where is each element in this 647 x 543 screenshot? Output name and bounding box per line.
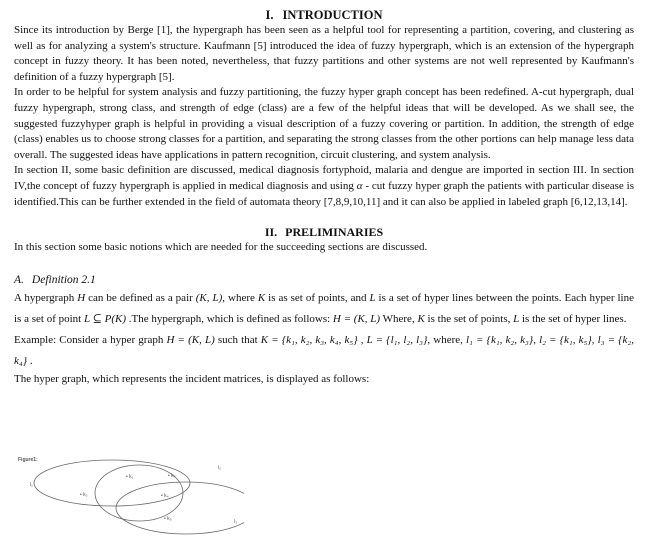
hyperline-label-l1: l₁ (30, 482, 33, 488)
definition-paragraph: A hypergraph H can be defined as a pair (K, L), where K is as set of points, and L is a set of hyper lines between the points. Each hyper line is a set of point L ⊆ P(K) .The hypergraph, which is defined as follows: H = (K, L) Where, K is the set of points, L is the set of hyper lines. (14, 291, 634, 325)
section-title: INTRODUCTION (282, 8, 383, 22)
hyperedge-ellipse-3 (116, 482, 244, 534)
section-number: I. (265, 8, 274, 22)
preliminaries-intro: In this section some basic notions which are needed for the succeeding sections are discussed. (14, 241, 428, 254)
point-k2: • k₂ (80, 492, 88, 498)
subsection-heading-definition (14, 272, 634, 288)
point-k4: • k₄ (161, 493, 169, 499)
paper-page (14, 0, 634, 387)
section-number: II. (264, 225, 278, 240)
section-title: PRELIMINARIES (285, 225, 384, 240)
section-heading-preliminaries (14, 224, 634, 240)
intro-paragraph-3: In section II, some basic definition are discussed, medical diagnosis fortyphoid, malaria and dengue are imported in section III. In section IV,the concept of fuzzy hypergraph is applied in medical diagnosis and using α - cut fuzzy hyper graph the patients with particular disease is identified.This can be further extended in the field of automata theory [7,8,9,10,11] and it can also be applied in labeled graph [6,12,13,14]. (14, 164, 634, 208)
point-k5: • k₅ (164, 516, 172, 522)
hyperline-label-l3: l₃ (234, 519, 238, 525)
point-k1: • k₁ (126, 474, 134, 480)
intro-paragraph-2: In order to be helpful for system analysis and fuzzy partitioning, the fuzzy hyper graph concept has been redefined. A-cut hypergraph, dual fuzzy hypergraph, strong class, and strength of edge (class) are a few of the helpful ideas that will be developed. As we shall see, the suggested fuzzyhyper graph is helpful in providing a visual description of a fuzzy covering or partition. In addition, the strength of edge (class) enables us to choose strong classes for a partition, and separating the strong classes from the other portions can help manage less data overall. The suggested ideas have applications in pattern recognition, circuit clustering, and system analysis. (14, 86, 634, 161)
intro-paragraph-1: Since its introduction by Berge [1], the hypergraph has been seen as a helpful tool for representing a partition, covering, and clustering as well as for analyzing a system's structure. Kaufmann [5] introduced the idea of fuzzy hypergraph, which is an extension of the hypergraph concept in fuzzy theory. It has been noted, nevertheless, that fuzzy partitions and other systems are not well represented by Kaufmann's definition of a fuzzy hypergraph [5]. (14, 24, 634, 83)
hyperline-label-l2: l₂ (218, 465, 222, 471)
subsection-letter: A. (14, 273, 24, 286)
alpha-symbol: α (356, 179, 363, 192)
subsection-title: Definition 2.1 (31, 273, 96, 286)
section-heading-introduction (14, 7, 634, 23)
figure-intro-paragraph: The hyper graph, which represents the incident matrices, is displayed as follows: (14, 372, 370, 385)
point-k3: • k₃ (168, 473, 176, 479)
hypergraph-figure (14, 453, 244, 543)
example-paragraph: Example: Consider a hyper graph H = (K, L) such that K = {k₁, k₂, k₃, k₄, k₅} , L = {l₁, l₂, l₃}, where, l₁ = {k₁, k₂, k₃}, l₂ = {k₁, k₅}, l₃ = {k₂, k₄} . (14, 333, 634, 367)
figure-label: Figure1: (18, 457, 38, 463)
